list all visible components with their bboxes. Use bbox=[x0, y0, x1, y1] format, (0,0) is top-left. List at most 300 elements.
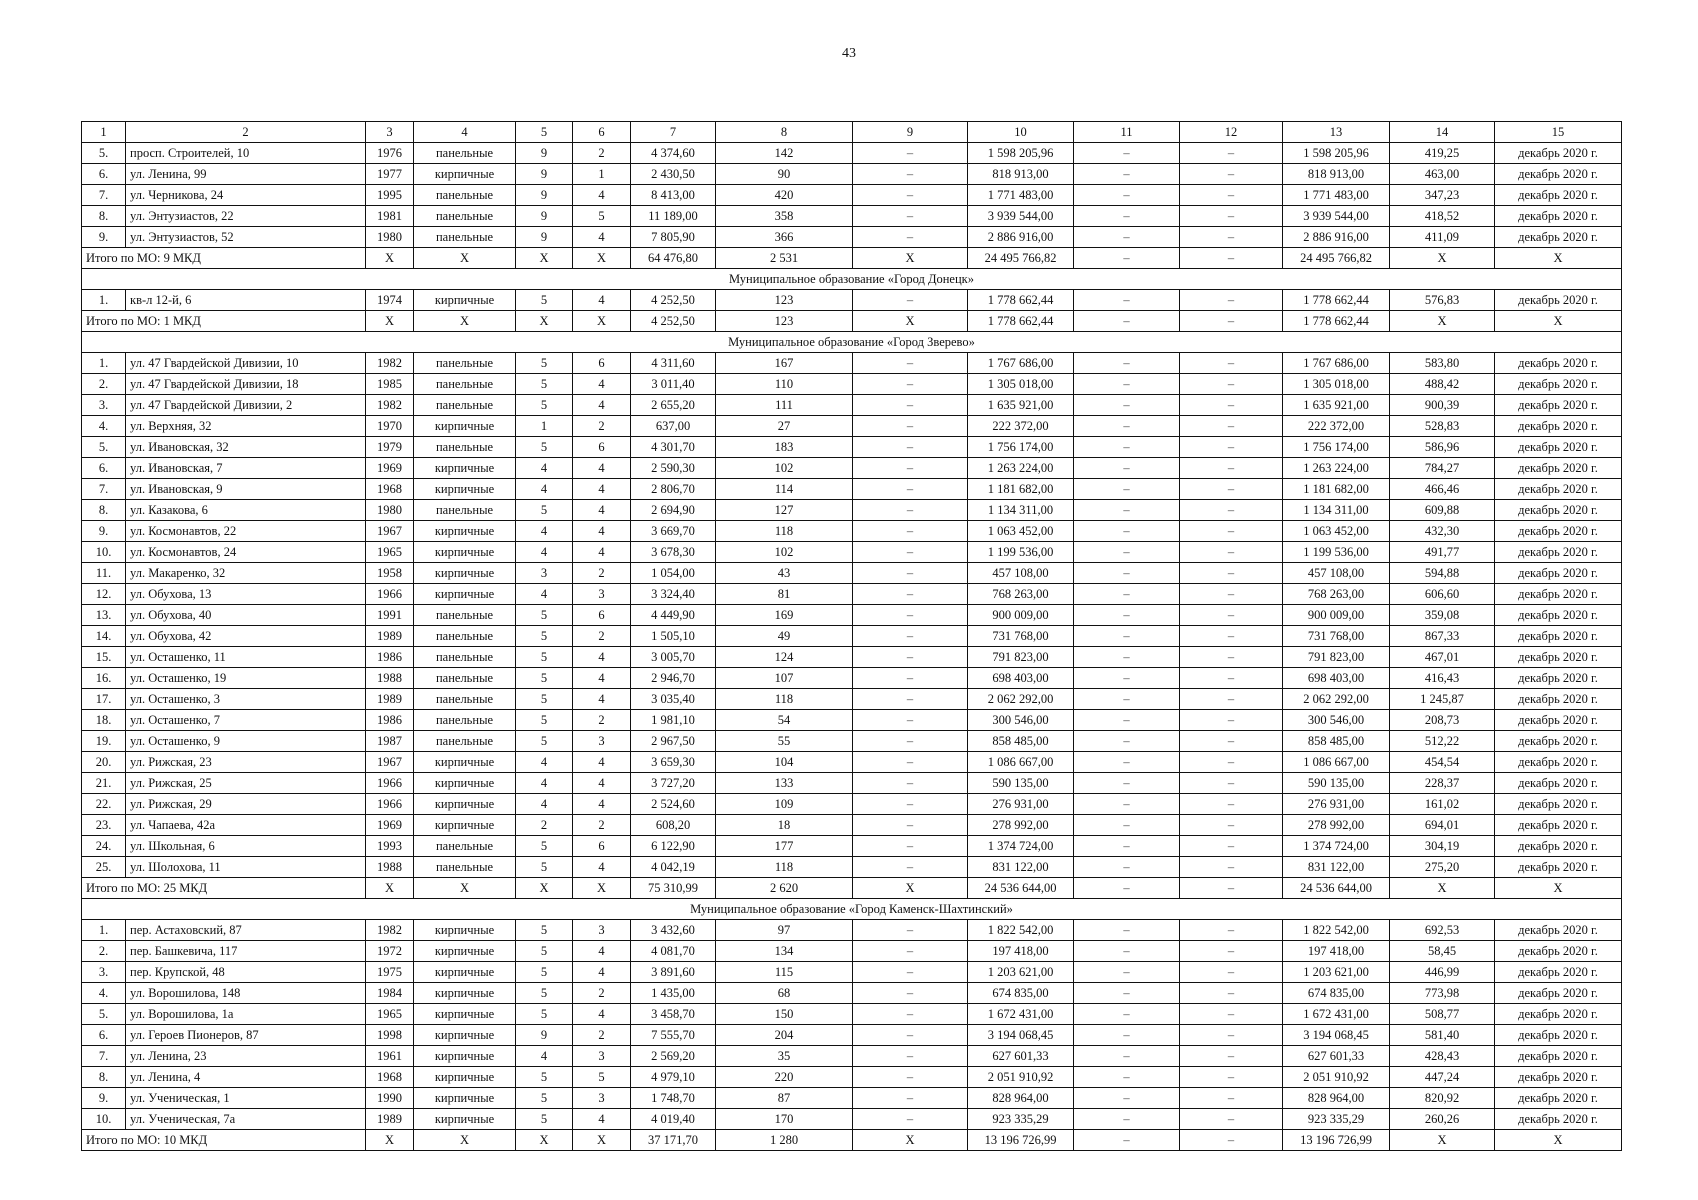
table-cell: X bbox=[414, 248, 516, 269]
table-cell: – bbox=[1180, 815, 1283, 836]
table-cell: 594,88 bbox=[1390, 563, 1495, 584]
table-cell: 768 263,00 bbox=[968, 584, 1074, 605]
table-cell: 75 310,99 bbox=[631, 878, 716, 899]
table-cell: панельные bbox=[414, 500, 516, 521]
table-cell: – bbox=[1074, 815, 1180, 836]
table-cell: 278 992,00 bbox=[968, 815, 1074, 836]
table-cell: ул. Школьная, 6 bbox=[126, 836, 366, 857]
table-cell: 124 bbox=[716, 647, 853, 668]
table-cell: 6 122,90 bbox=[631, 836, 716, 857]
table-cell: X bbox=[853, 1130, 968, 1151]
table-cell: 359,08 bbox=[1390, 605, 1495, 626]
table-cell: 581,40 bbox=[1390, 1025, 1495, 1046]
table-cell: Итого по МО: 9 МКД bbox=[82, 248, 366, 269]
table-cell: 4 979,10 bbox=[631, 1067, 716, 1088]
table-cell: X bbox=[1495, 248, 1622, 269]
table-cell: ул. Космонавтов, 22 bbox=[126, 521, 366, 542]
table-cell: Муниципальное образование «Город Зверево» bbox=[82, 332, 1622, 353]
table-cell: 1968 bbox=[366, 1067, 414, 1088]
table-cell: 5 bbox=[516, 122, 573, 143]
table-cell: 14 bbox=[1390, 122, 1495, 143]
table-cell: 1 748,70 bbox=[631, 1088, 716, 1109]
table-cell: 867,33 bbox=[1390, 626, 1495, 647]
table-cell: 275,20 bbox=[1390, 857, 1495, 878]
table-cell: 3 bbox=[573, 920, 631, 941]
table-cell: – bbox=[1074, 689, 1180, 710]
table-cell: 1966 bbox=[366, 584, 414, 605]
table-cell: 4 bbox=[573, 752, 631, 773]
table-cell: 7 805,90 bbox=[631, 227, 716, 248]
table-cell: декабрь 2020 г. bbox=[1495, 416, 1622, 437]
table-cell: 278 992,00 bbox=[1283, 815, 1390, 836]
table-row bbox=[82, 479, 1622, 500]
table-cell: 8 bbox=[716, 122, 853, 143]
table-cell: 4 bbox=[573, 1004, 631, 1025]
table-cell: 3 194 068,45 bbox=[968, 1025, 1074, 1046]
table-cell: 3 678,30 bbox=[631, 542, 716, 563]
table-cell: – bbox=[853, 668, 968, 689]
table-cell: – bbox=[853, 584, 968, 605]
table-cell: – bbox=[853, 458, 968, 479]
table-cell: 6 bbox=[573, 605, 631, 626]
table-cell: 13. bbox=[82, 605, 126, 626]
table-cell: 466,46 bbox=[1390, 479, 1495, 500]
table-cell: 8. bbox=[82, 1067, 126, 1088]
table-cell: 2 bbox=[573, 626, 631, 647]
table-cell: – bbox=[1074, 773, 1180, 794]
table-cell: – bbox=[853, 563, 968, 584]
table-cell: 6 bbox=[573, 122, 631, 143]
table-cell: 1982 bbox=[366, 920, 414, 941]
table-cell: 5 bbox=[516, 731, 573, 752]
table-cell: – bbox=[1180, 479, 1283, 500]
table-cell: 358 bbox=[716, 206, 853, 227]
table-cell: 698 403,00 bbox=[968, 668, 1074, 689]
table-cell: – bbox=[1180, 416, 1283, 437]
table-cell: 5 bbox=[516, 290, 573, 311]
table-cell: 1966 bbox=[366, 773, 414, 794]
table-cell: – bbox=[1074, 563, 1180, 584]
table-cell: 1 981,10 bbox=[631, 710, 716, 731]
table-cell: 5 bbox=[516, 605, 573, 626]
table-cell: ул. Ворошилова, 148 bbox=[126, 983, 366, 1004]
table-cell: – bbox=[853, 1109, 968, 1130]
table-cell: 23. bbox=[82, 815, 126, 836]
table-cell: 1 305 018,00 bbox=[968, 374, 1074, 395]
table-cell: – bbox=[1074, 248, 1180, 269]
table-cell: – bbox=[853, 353, 968, 374]
table-cell: ул. Ивановская, 7 bbox=[126, 458, 366, 479]
table-cell: 11 bbox=[1074, 122, 1180, 143]
table-cell: 1 bbox=[573, 164, 631, 185]
table-cell: 419,25 bbox=[1390, 143, 1495, 164]
table-cell: – bbox=[853, 836, 968, 857]
table-cell: 1 771 483,00 bbox=[1283, 185, 1390, 206]
table-cell: 15. bbox=[82, 647, 126, 668]
table-cell: 2 bbox=[126, 122, 366, 143]
table-cell: 9 bbox=[516, 164, 573, 185]
table-cell: 161,02 bbox=[1390, 794, 1495, 815]
table-cell: 1 756 174,00 bbox=[1283, 437, 1390, 458]
table-cell: 512,22 bbox=[1390, 731, 1495, 752]
table-cell: 491,77 bbox=[1390, 542, 1495, 563]
table-cell: 1 181 682,00 bbox=[968, 479, 1074, 500]
table-cell: 87 bbox=[716, 1088, 853, 1109]
section-header-row bbox=[82, 269, 1622, 290]
table-cell: декабрь 2020 г. bbox=[1495, 1109, 1622, 1130]
table-cell: 731 768,00 bbox=[968, 626, 1074, 647]
table-cell: 637,00 bbox=[631, 416, 716, 437]
table-cell: 5 bbox=[516, 353, 573, 374]
table-cell: 5. bbox=[82, 143, 126, 164]
table-cell: 5. bbox=[82, 437, 126, 458]
table-cell: 123 bbox=[716, 290, 853, 311]
table-cell: 1990 bbox=[366, 1088, 414, 1109]
table-cell: 10. bbox=[82, 542, 126, 563]
table-cell: 111 bbox=[716, 395, 853, 416]
table-cell: панельные bbox=[414, 227, 516, 248]
table-cell: 8. bbox=[82, 500, 126, 521]
table-cell: панельные bbox=[414, 185, 516, 206]
table-cell: Итого по МО: 1 МКД bbox=[82, 311, 366, 332]
table-row bbox=[82, 710, 1622, 731]
table-cell: 418,52 bbox=[1390, 206, 1495, 227]
table-cell: – bbox=[853, 395, 968, 416]
table-cell: 1987 bbox=[366, 731, 414, 752]
table-cell: 1991 bbox=[366, 605, 414, 626]
table-cell: X bbox=[853, 878, 968, 899]
table-cell: 2 531 bbox=[716, 248, 853, 269]
table-cell: – bbox=[853, 437, 968, 458]
table-cell: декабрь 2020 г. bbox=[1495, 395, 1622, 416]
table-cell: декабрь 2020 г. bbox=[1495, 500, 1622, 521]
table-cell: ул. 47 Гвардейской Дивизии, 18 bbox=[126, 374, 366, 395]
table-cell: 3 669,70 bbox=[631, 521, 716, 542]
table-cell: 276 931,00 bbox=[1283, 794, 1390, 815]
table-cell: 608,20 bbox=[631, 815, 716, 836]
table-cell: кирпичные bbox=[414, 521, 516, 542]
table-cell: 858 485,00 bbox=[968, 731, 1074, 752]
table-cell: 828 964,00 bbox=[1283, 1088, 1390, 1109]
table-cell: 3 035,40 bbox=[631, 689, 716, 710]
table-cell: 4 bbox=[573, 227, 631, 248]
table-cell: 123 bbox=[716, 311, 853, 332]
table-cell: 8 413,00 bbox=[631, 185, 716, 206]
table-cell: 6. bbox=[82, 458, 126, 479]
table-cell: 1 598 205,96 bbox=[1283, 143, 1390, 164]
table-cell: 463,00 bbox=[1390, 164, 1495, 185]
table-cell: – bbox=[1180, 1130, 1283, 1151]
table-cell: 923 335,29 bbox=[1283, 1109, 1390, 1130]
table-row bbox=[82, 437, 1622, 458]
table-cell: – bbox=[1074, 311, 1180, 332]
table-cell: – bbox=[1074, 521, 1180, 542]
table-cell: ул. Ленина, 4 bbox=[126, 1067, 366, 1088]
table-cell: 1 bbox=[516, 416, 573, 437]
table-cell: декабрь 2020 г. bbox=[1495, 143, 1622, 164]
table-cell: 4 bbox=[573, 500, 631, 521]
table-cell: 13 196 726,99 bbox=[1283, 1130, 1390, 1151]
table-cell: 674 835,00 bbox=[968, 983, 1074, 1004]
table-row bbox=[82, 185, 1622, 206]
table-cell: декабрь 2020 г. bbox=[1495, 290, 1622, 311]
page-number: 43 bbox=[842, 46, 856, 61]
table-cell: 4. bbox=[82, 983, 126, 1004]
table-cell: 4 bbox=[573, 521, 631, 542]
table-cell: 4 bbox=[573, 689, 631, 710]
table-cell: X bbox=[414, 1130, 516, 1151]
table-cell: 3 bbox=[573, 1088, 631, 1109]
table-cell: 1967 bbox=[366, 521, 414, 542]
table-cell: ул. Героев Пионеров, 87 bbox=[126, 1025, 366, 1046]
table-cell: декабрь 2020 г. bbox=[1495, 185, 1622, 206]
table-cell: X bbox=[1390, 311, 1495, 332]
table-row bbox=[82, 752, 1622, 773]
table-cell: 1 672 431,00 bbox=[968, 1004, 1074, 1025]
table-cell: – bbox=[1074, 416, 1180, 437]
table-cell: 170 bbox=[716, 1109, 853, 1130]
table-cell: X bbox=[414, 311, 516, 332]
table-cell: панельные bbox=[414, 395, 516, 416]
table-cell: 3 011,40 bbox=[631, 374, 716, 395]
table-row bbox=[82, 1004, 1622, 1025]
table-cell: – bbox=[853, 1067, 968, 1088]
table-cell: 5 bbox=[516, 500, 573, 521]
table-cell: 1 778 662,44 bbox=[1283, 311, 1390, 332]
table-cell: 1984 bbox=[366, 983, 414, 1004]
table-cell: X bbox=[414, 878, 516, 899]
table-cell: 10 bbox=[968, 122, 1074, 143]
table-cell: 1 199 536,00 bbox=[1283, 542, 1390, 563]
table-cell: – bbox=[1180, 353, 1283, 374]
table-cell: 9 bbox=[516, 1025, 573, 1046]
table-cell: 1972 bbox=[366, 941, 414, 962]
table-cell: 5 bbox=[516, 1088, 573, 1109]
table-cell: 1 435,00 bbox=[631, 983, 716, 1004]
table-cell: 118 bbox=[716, 857, 853, 878]
table-cell: – bbox=[1074, 500, 1180, 521]
table-cell: 109 bbox=[716, 794, 853, 815]
table-cell: кв-л 12-й, 6 bbox=[126, 290, 366, 311]
table-cell: – bbox=[1180, 1067, 1283, 1088]
table-cell: 6. bbox=[82, 164, 126, 185]
table-cell: 3 bbox=[573, 584, 631, 605]
table-cell: кирпичные bbox=[414, 1067, 516, 1088]
table-cell: 1965 bbox=[366, 542, 414, 563]
table-cell: – bbox=[1180, 668, 1283, 689]
table-cell: 4 bbox=[573, 962, 631, 983]
table-cell: – bbox=[1180, 521, 1283, 542]
table-row bbox=[82, 1088, 1622, 1109]
table-cell: 1 756 174,00 bbox=[968, 437, 1074, 458]
table-cell: 7. bbox=[82, 185, 126, 206]
table-cell: – bbox=[1074, 374, 1180, 395]
table-cell: 1 635 921,00 bbox=[1283, 395, 1390, 416]
table-cell: – bbox=[853, 920, 968, 941]
table-cell: 1 199 536,00 bbox=[968, 542, 1074, 563]
table-cell: 1 054,00 bbox=[631, 563, 716, 584]
table-cell: 2 886 916,00 bbox=[1283, 227, 1390, 248]
table-cell: 7 bbox=[631, 122, 716, 143]
table-cell: 4 081,70 bbox=[631, 941, 716, 962]
table-cell: 220 bbox=[716, 1067, 853, 1088]
table-cell: 5. bbox=[82, 1004, 126, 1025]
table-cell: 4 bbox=[516, 458, 573, 479]
table-cell: 228,37 bbox=[1390, 773, 1495, 794]
table-cell: 457 108,00 bbox=[968, 563, 1074, 584]
table-cell: 1 134 311,00 bbox=[1283, 500, 1390, 521]
table-cell: 3 bbox=[516, 563, 573, 584]
table-row bbox=[82, 227, 1622, 248]
table-cell: 4 bbox=[573, 479, 631, 500]
table-cell: 4 311,60 bbox=[631, 353, 716, 374]
table-cell: – bbox=[1180, 1046, 1283, 1067]
table-cell: 1 280 bbox=[716, 1130, 853, 1151]
table-cell: 49 bbox=[716, 626, 853, 647]
table-cell: 674 835,00 bbox=[1283, 983, 1390, 1004]
table-cell: – bbox=[1074, 164, 1180, 185]
table-cell: 3 bbox=[573, 1046, 631, 1067]
table-cell: 18 bbox=[716, 815, 853, 836]
table-cell: кирпичные bbox=[414, 773, 516, 794]
table-cell: 900,39 bbox=[1390, 395, 1495, 416]
table-cell: – bbox=[1074, 962, 1180, 983]
table-cell: 818 913,00 bbox=[1283, 164, 1390, 185]
table-cell: 18. bbox=[82, 710, 126, 731]
table-cell: 3 939 544,00 bbox=[1283, 206, 1390, 227]
table-cell: 447,24 bbox=[1390, 1067, 1495, 1088]
table-cell: – bbox=[853, 773, 968, 794]
table-cell: 5 bbox=[573, 206, 631, 227]
table-cell: декабрь 2020 г. bbox=[1495, 689, 1622, 710]
table-cell: ул. Рижская, 23 bbox=[126, 752, 366, 773]
table-cell: декабрь 2020 г. bbox=[1495, 374, 1622, 395]
table-cell: – bbox=[853, 227, 968, 248]
table-cell: 2 886 916,00 bbox=[968, 227, 1074, 248]
table-cell: 1980 bbox=[366, 227, 414, 248]
table-cell: – bbox=[1180, 542, 1283, 563]
table-cell: 923 335,29 bbox=[968, 1109, 1074, 1130]
table-cell: 1 374 724,00 bbox=[968, 836, 1074, 857]
table-cell: 1 822 542,00 bbox=[968, 920, 1074, 941]
table-cell: 81 bbox=[716, 584, 853, 605]
table-cell: 4 bbox=[573, 857, 631, 878]
table-cell: 508,77 bbox=[1390, 1004, 1495, 1025]
table-cell: – bbox=[853, 1004, 968, 1025]
table-cell: 5 bbox=[516, 1067, 573, 1088]
table-cell: 4 019,40 bbox=[631, 1109, 716, 1130]
table-cell: 609,88 bbox=[1390, 500, 1495, 521]
table-cell: ул. Казакова, 6 bbox=[126, 500, 366, 521]
table-cell: панельные bbox=[414, 353, 516, 374]
table-cell: ул. Космонавтов, 24 bbox=[126, 542, 366, 563]
table-cell: 19. bbox=[82, 731, 126, 752]
table-cell: – bbox=[1180, 962, 1283, 983]
table-cell: 5 bbox=[516, 941, 573, 962]
table-cell: ул. Черникова, 24 bbox=[126, 185, 366, 206]
table-cell: – bbox=[1180, 773, 1283, 794]
table-cell: 5 bbox=[516, 836, 573, 857]
table-row bbox=[82, 605, 1622, 626]
table-cell: панельные bbox=[414, 731, 516, 752]
table-cell: 2 524,60 bbox=[631, 794, 716, 815]
table-cell: 12. bbox=[82, 584, 126, 605]
table-cell: 3 005,70 bbox=[631, 647, 716, 668]
table-cell: 115 bbox=[716, 962, 853, 983]
table-cell: 4 042,19 bbox=[631, 857, 716, 878]
table-cell: декабрь 2020 г. bbox=[1495, 1004, 1622, 1025]
table-cell: 27 bbox=[716, 416, 853, 437]
table-cell: 1976 bbox=[366, 143, 414, 164]
table-row bbox=[82, 500, 1622, 521]
table-cell: – bbox=[1180, 1025, 1283, 1046]
table-cell: 2 569,20 bbox=[631, 1046, 716, 1067]
table-cell: 1 305 018,00 bbox=[1283, 374, 1390, 395]
table-cell: 9. bbox=[82, 1088, 126, 1109]
table-cell: 528,83 bbox=[1390, 416, 1495, 437]
table-cell: кирпичные bbox=[414, 962, 516, 983]
table-cell: 2 bbox=[573, 563, 631, 584]
table-cell: 5 bbox=[516, 710, 573, 731]
table-row bbox=[82, 983, 1622, 1004]
table-cell: 831 122,00 bbox=[1283, 857, 1390, 878]
table-cell: 454,54 bbox=[1390, 752, 1495, 773]
table-cell: 118 bbox=[716, 689, 853, 710]
table-cell: 820,92 bbox=[1390, 1088, 1495, 1109]
table-cell: 2 806,70 bbox=[631, 479, 716, 500]
table-cell: 3 bbox=[366, 122, 414, 143]
table-cell: X bbox=[516, 878, 573, 899]
total-row bbox=[82, 878, 1622, 899]
table-cell: ул. Осташенко, 19 bbox=[126, 668, 366, 689]
table-cell: – bbox=[853, 416, 968, 437]
table-cell: 457 108,00 bbox=[1283, 563, 1390, 584]
table-cell: 1 374 724,00 bbox=[1283, 836, 1390, 857]
table-cell: кирпичные bbox=[414, 479, 516, 500]
table-row bbox=[82, 647, 1622, 668]
table-row bbox=[82, 1025, 1622, 1046]
table-cell: декабрь 2020 г. bbox=[1495, 773, 1622, 794]
table-cell: – bbox=[1074, 1004, 1180, 1025]
table-cell: ул. Обухова, 42 bbox=[126, 626, 366, 647]
table-cell: 416,43 bbox=[1390, 668, 1495, 689]
table-cell: 3. bbox=[82, 395, 126, 416]
table-cell: 1 063 452,00 bbox=[1283, 521, 1390, 542]
table-cell: 4 bbox=[573, 185, 631, 206]
table-cell: – bbox=[1074, 878, 1180, 899]
table-cell: – bbox=[1180, 920, 1283, 941]
table-cell: – bbox=[1180, 164, 1283, 185]
table-cell: 5 bbox=[516, 668, 573, 689]
table-cell: 9 bbox=[516, 185, 573, 206]
table-cell: 5 bbox=[516, 437, 573, 458]
table-cell: – bbox=[853, 731, 968, 752]
table-cell: – bbox=[1074, 1088, 1180, 1109]
table-cell: X bbox=[1495, 1130, 1622, 1151]
table-row bbox=[82, 626, 1622, 647]
table-row bbox=[82, 395, 1622, 416]
table-cell: 9. bbox=[82, 227, 126, 248]
table-cell: 488,42 bbox=[1390, 374, 1495, 395]
table-cell: 1 778 662,44 bbox=[968, 290, 1074, 311]
table-cell: 831 122,00 bbox=[968, 857, 1074, 878]
table-cell: 3 727,20 bbox=[631, 773, 716, 794]
table-cell: 4 bbox=[573, 374, 631, 395]
table-cell: – bbox=[853, 164, 968, 185]
table-cell: 1989 bbox=[366, 626, 414, 647]
table-cell: – bbox=[1180, 941, 1283, 962]
section-header-row bbox=[82, 332, 1622, 353]
